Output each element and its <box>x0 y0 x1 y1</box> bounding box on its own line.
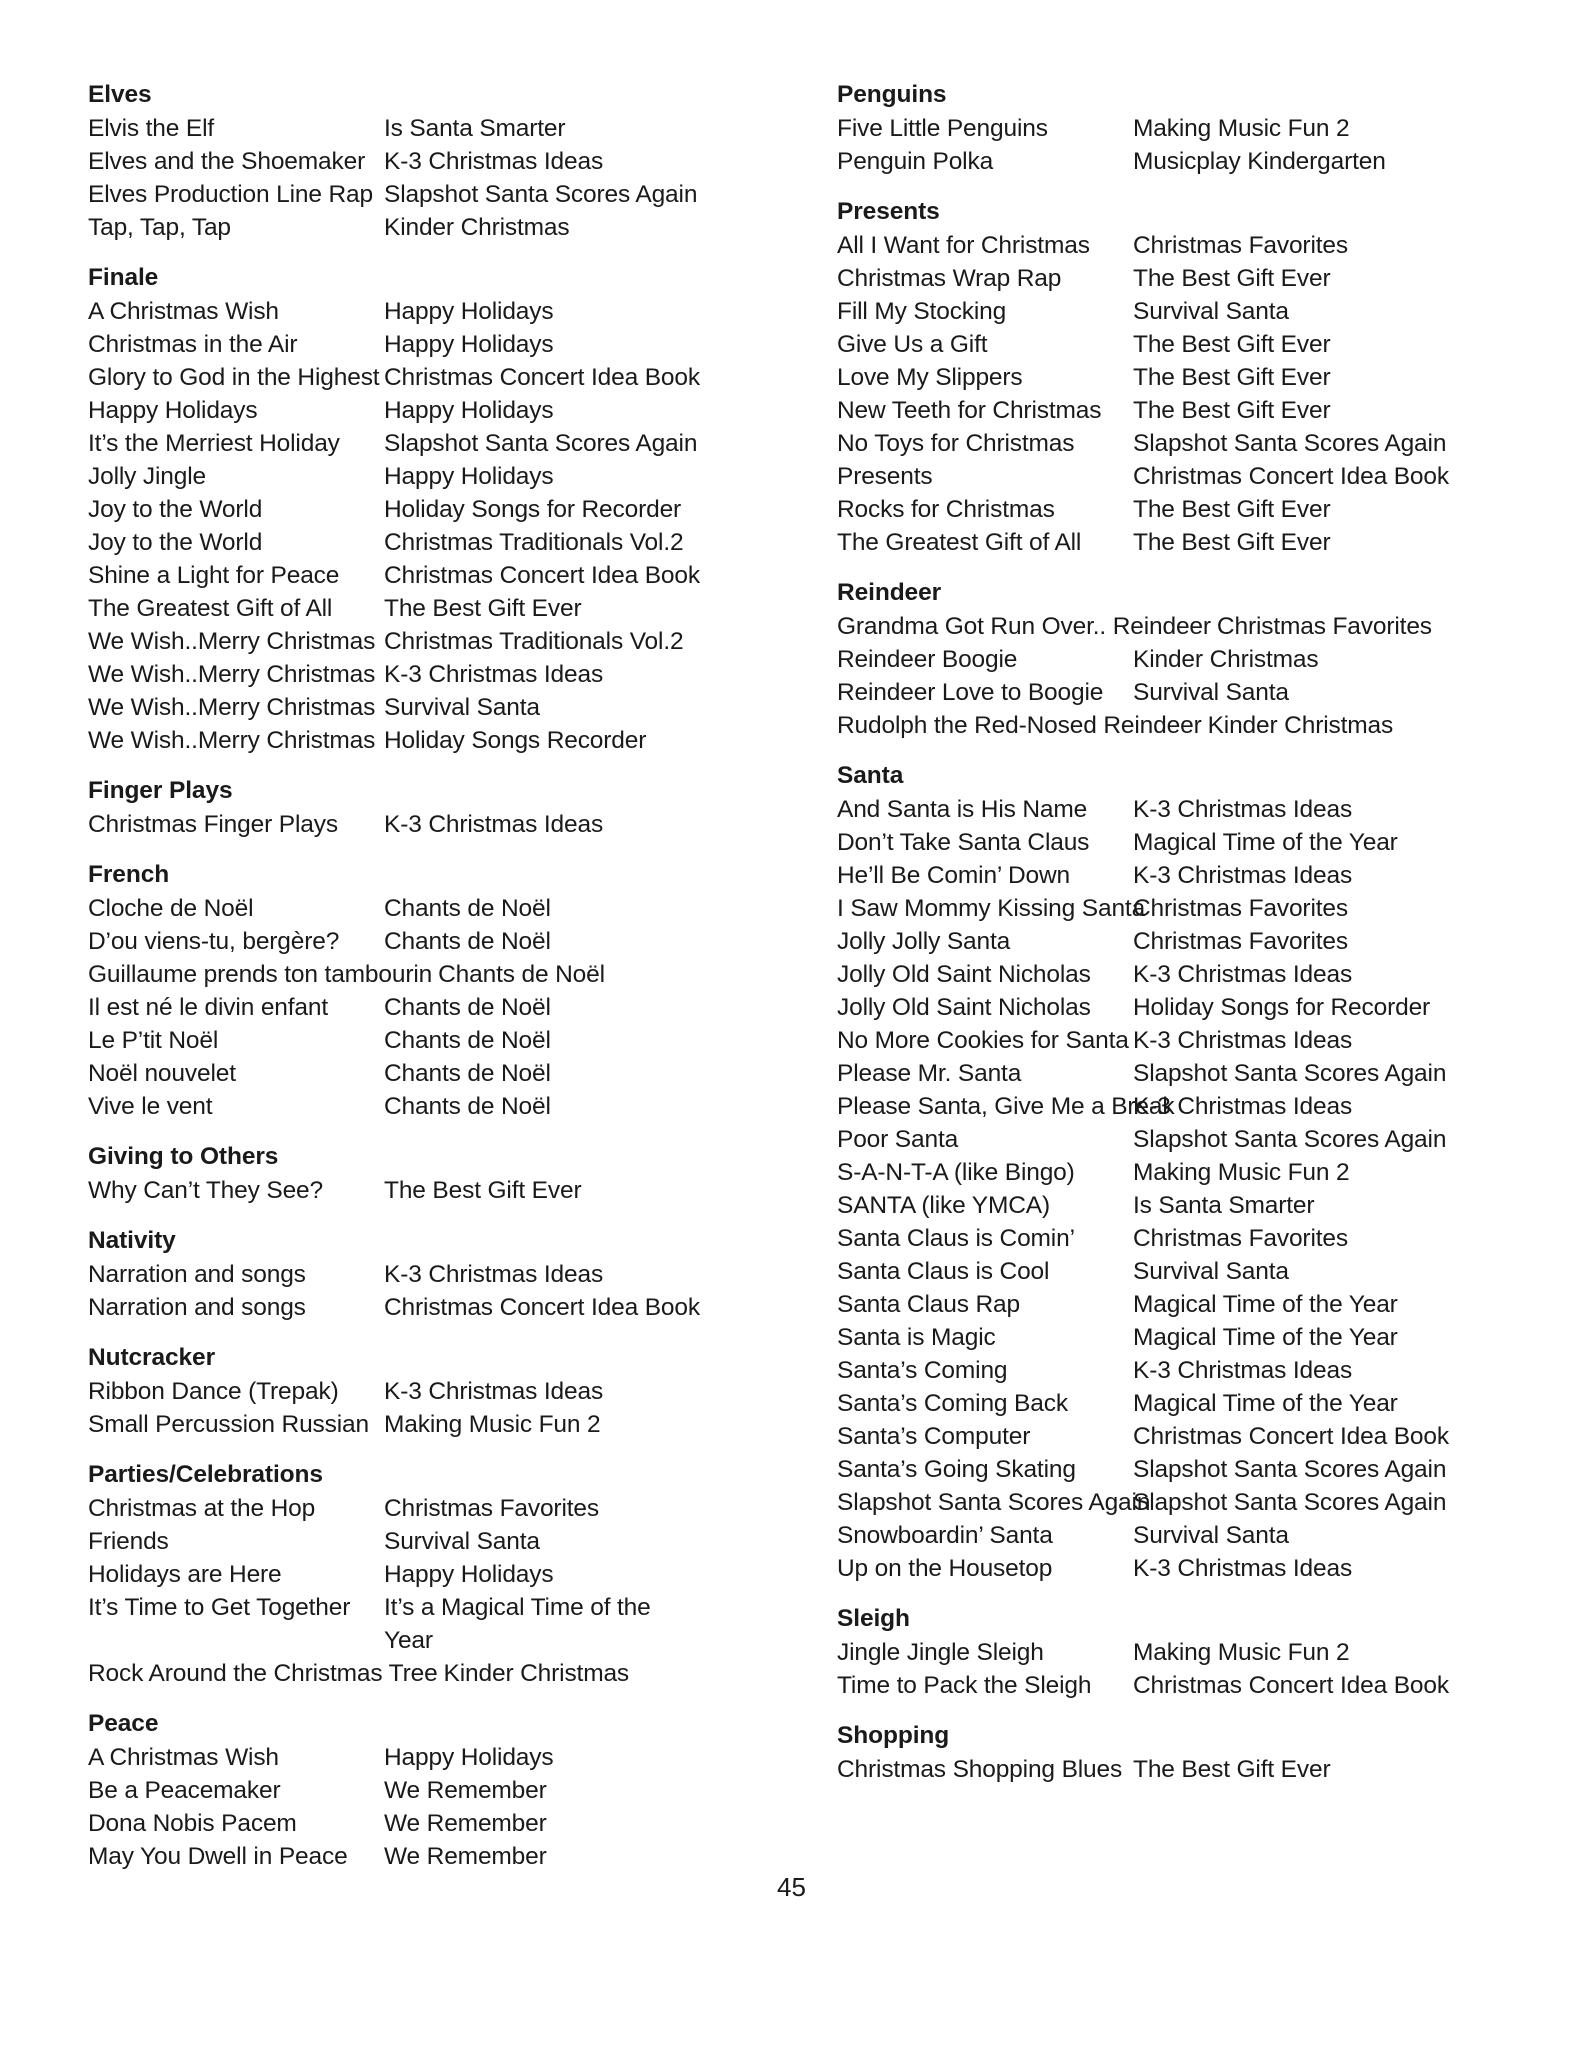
source-book-title: Christmas Favorites <box>1216 613 1432 640</box>
source-book-title: We Remember <box>384 1777 547 1804</box>
source-book-title: Christmas Favorites <box>1133 895 1348 922</box>
song-category-section <box>88 858 788 1123</box>
song-title: Dona Nobis Pacem <box>88 1810 297 1837</box>
source-book-title: Christmas Concert Idea Book <box>1133 463 1449 490</box>
song-entry-row <box>837 1288 1537 1321</box>
song-title: D’ou viens-tu, bergère? <box>88 928 340 955</box>
source-book-title: Happy Holidays <box>384 1561 554 1588</box>
source-book-title: Happy Holidays <box>384 1744 554 1771</box>
song-title: Santa Claus is Comin’ <box>837 1225 1075 1252</box>
song-title: Fill My Stocking <box>837 298 1007 325</box>
song-category-section <box>88 1140 788 1207</box>
song-entry-row <box>88 958 788 991</box>
source-book-title: K-3 Christmas Ideas <box>384 661 604 688</box>
song-title: S-A-N-T-A (like Bingo) <box>837 1159 1075 1186</box>
song-title: Jolly Jolly Santa <box>837 928 1011 955</box>
song-entry-row <box>88 1024 788 1057</box>
song-title: Elvis the Elf <box>88 115 215 142</box>
category-heading: Shopping <box>837 1722 950 1749</box>
category-heading: Elves <box>88 81 152 108</box>
song-category-section <box>837 195 1537 559</box>
song-title: Narration and songs <box>88 1261 306 1288</box>
song-title: Snowboardin’ Santa <box>837 1522 1053 1549</box>
song-title: Why Can’t They See? <box>88 1177 324 1204</box>
song-title: Elves Production Line Rap <box>88 181 373 208</box>
source-book-title: Christmas Favorites <box>1133 232 1348 259</box>
song-entry-row <box>88 1525 788 1558</box>
source-book-title: Slapshot Santa Scores Again <box>384 430 698 457</box>
source-book-title: Christmas Traditionals Vol.2 <box>384 628 684 655</box>
song-entry-row <box>88 592 788 625</box>
song-title: No More Cookies for Santa <box>837 1027 1129 1054</box>
source-book-title: Holiday Songs Recorder <box>384 727 647 754</box>
song-title: Santa’s Coming <box>837 1357 1008 1384</box>
song-title: We Wish..Merry Christmas <box>88 694 376 721</box>
category-heading: Sleigh <box>837 1605 910 1632</box>
song-entry-row <box>837 460 1537 493</box>
song-entry-row <box>837 1486 1537 1519</box>
song-category-section <box>837 1719 1537 1786</box>
song-title: Santa’s Coming Back <box>837 1390 1068 1417</box>
source-book-title: K-3 Christmas Ideas <box>1133 1357 1353 1384</box>
song-entry-row <box>88 460 788 493</box>
song-title: I Saw Mommy Kissing Santa <box>837 895 1146 922</box>
song-title: Christmas in the Air <box>88 331 298 358</box>
song-entry-row <box>88 1807 788 1840</box>
source-book-title: Survival Santa <box>1133 1258 1289 1285</box>
category-heading: French <box>88 861 170 888</box>
song-entry-row <box>88 658 788 691</box>
song-title: Love My Slippers <box>837 364 1023 391</box>
song-title: Jolly Old Saint Nicholas <box>837 961 1091 988</box>
song-title: We Wish..Merry Christmas <box>88 628 376 655</box>
song-entry-row <box>88 178 788 211</box>
source-book-title: Slapshot Santa Scores Again <box>1133 1126 1447 1153</box>
song-entry-row <box>837 1387 1537 1420</box>
source-book-title: The Best Gift Ever <box>1133 331 1331 358</box>
song-title: Guillaume prends ton tambourin <box>88 961 433 988</box>
song-entry-row <box>88 1492 788 1525</box>
source-book-title: Magical Time of the Year <box>1133 1291 1398 1318</box>
song-entry-row <box>837 643 1537 676</box>
category-heading: Finale <box>88 264 159 291</box>
song-title: Please Santa, Give Me a Break <box>837 1093 1175 1120</box>
source-book-title: Survival Santa <box>1133 1522 1289 1549</box>
source-book-title: Survival Santa <box>384 694 540 721</box>
song-entry-row <box>837 361 1537 394</box>
song-title: Christmas at the Hop <box>88 1495 316 1522</box>
source-book-title: Chants de Noël <box>384 895 551 922</box>
song-title: And Santa is His Name <box>837 796 1088 823</box>
category-heading: Parties/Celebrations <box>88 1461 323 1488</box>
song-entry-row <box>837 1519 1537 1552</box>
song-entry-row <box>88 925 788 958</box>
source-book-title: Chants de Noël <box>384 1060 551 1087</box>
right-column <box>837 78 1537 1786</box>
song-title: The Greatest Gift of All <box>837 529 1082 556</box>
song-title: Please Mr. Santa <box>837 1060 1022 1087</box>
song-entry-row <box>88 724 788 757</box>
source-book-title: Christmas Traditionals Vol.2 <box>384 529 684 556</box>
category-heading: Nutcracker <box>88 1344 216 1371</box>
source-book-title: Making Music Fun 2 <box>384 1411 601 1438</box>
song-title: It’s the Merriest Holiday <box>88 430 340 457</box>
source-book-title: K-3 Christmas Ideas <box>1133 1093 1353 1120</box>
source-book-title: K-3 Christmas Ideas <box>1133 1027 1353 1054</box>
source-book-title: Happy Holidays <box>384 397 554 424</box>
two-column-layout <box>88 78 1537 1873</box>
song-entry-row <box>88 991 788 1024</box>
source-book-title: Musicplay Kindergarten <box>1133 148 1386 175</box>
song-entry-row <box>88 427 788 460</box>
source-book-title: The Best Gift Ever <box>384 1177 582 1204</box>
source-book-title: Chants de Noël <box>384 1027 551 1054</box>
source-book-title: Happy Holidays <box>384 298 554 325</box>
song-title: Jolly Old Saint Nicholas <box>837 994 1091 1021</box>
source-book-title: Slapshot Santa Scores Again <box>1133 430 1447 457</box>
source-book-title: Christmas Concert Idea Book <box>1133 1423 1449 1450</box>
song-title: Ribbon Dance (Trepak) <box>88 1378 339 1405</box>
song-entry-row <box>837 229 1537 262</box>
song-title: Rocks for Christmas <box>837 496 1055 523</box>
song-title: Holidays are Here <box>88 1561 282 1588</box>
source-book-title: K-3 Christmas Ideas <box>384 148 604 175</box>
song-entry-row <box>88 112 788 145</box>
source-book-title: Chants de Noël <box>438 961 605 988</box>
category-heading: Penguins <box>837 81 947 108</box>
page-number: 45 <box>777 1872 806 1902</box>
song-entry-row <box>837 526 1537 559</box>
song-entry-row <box>88 559 788 592</box>
song-entry-row <box>837 793 1537 826</box>
song-entry-row <box>88 1741 788 1774</box>
source-book-title: Happy Holidays <box>384 463 554 490</box>
song-title: Rock Around the Christmas Tree <box>88 1660 438 1687</box>
song-title: Reindeer Love to Boogie <box>837 679 1104 706</box>
source-book-title: K-3 Christmas Ideas <box>1133 796 1353 823</box>
song-entry-row <box>837 1354 1537 1387</box>
song-title: All I Want for Christmas <box>837 232 1090 259</box>
source-book-title: Making Music Fun 2 <box>1133 115 1350 142</box>
song-title: Reindeer Boogie <box>837 646 1018 673</box>
song-entry-row <box>837 1057 1537 1090</box>
source-book-title: K-3 Christmas Ideas <box>384 811 604 838</box>
song-entry-row <box>88 1591 788 1657</box>
song-entry-row <box>88 1840 788 1873</box>
song-entry-row <box>837 1669 1537 1702</box>
song-entry-row <box>88 1057 788 1090</box>
source-book-title: Christmas Favorites <box>1133 928 1348 955</box>
song-title: Poor Santa <box>837 1126 959 1153</box>
song-title: Small Percussion Russian <box>88 1411 369 1438</box>
song-entry-row <box>88 394 788 427</box>
source-book-title: Survival Santa <box>1133 298 1289 325</box>
source-book-title: Slapshot Santa Scores Again <box>1133 1489 1447 1516</box>
song-entry-row <box>837 1255 1537 1288</box>
left-column <box>88 78 788 1873</box>
source-book-title: Chants de Noël <box>384 1093 551 1120</box>
song-entry-row <box>837 925 1537 958</box>
song-entry-row <box>88 1375 788 1408</box>
song-title: Grandma Got Run Over.. Reindeer <box>837 613 1211 640</box>
song-title: Joy to the World <box>88 496 263 523</box>
song-title: Elves and the Shoemaker <box>88 148 366 175</box>
source-book-title: Survival Santa <box>384 1528 540 1555</box>
source-book-title: Christmas Concert Idea Book <box>1133 1672 1449 1699</box>
song-title: Christmas Wrap Rap <box>837 265 1062 292</box>
song-title: Shine a Light for Peace <box>88 562 340 589</box>
source-book-title: Kinder Christmas <box>1133 646 1319 673</box>
source-book-title: Slapshot Santa Scores Again <box>1133 1060 1447 1087</box>
song-title: Rudolph the Red-Nosed Reindeer <box>837 712 1202 739</box>
source-book-title: The Best Gift Ever <box>1133 1756 1331 1783</box>
song-entry-row <box>88 328 788 361</box>
source-book-title: We Remember <box>384 1843 547 1870</box>
source-book-title: The Best Gift Ever <box>384 595 582 622</box>
category-heading: Nativity <box>88 1227 176 1254</box>
song-title: Glory to God in the Highest <box>88 364 380 391</box>
song-entry-row <box>837 1420 1537 1453</box>
song-category-section <box>88 1707 788 1873</box>
song-entry-row <box>837 295 1537 328</box>
song-title: Tap, Tap, Tap <box>88 214 231 241</box>
source-book-title: Chants de Noël <box>384 994 551 1021</box>
song-entry-row <box>837 427 1537 460</box>
song-entry-row <box>88 1558 788 1591</box>
song-entry-row <box>837 826 1537 859</box>
song-title: Time to Pack the Sleigh <box>837 1672 1092 1699</box>
song-entry-row <box>88 211 788 244</box>
song-entry-row <box>837 1321 1537 1354</box>
source-book-title: Survival Santa <box>1133 679 1289 706</box>
song-entry-row <box>88 1174 788 1207</box>
source-book-title: K-3 Christmas Ideas <box>384 1378 604 1405</box>
song-entry-row <box>837 892 1537 925</box>
source-book-title: Christmas Favorites <box>384 1495 599 1522</box>
song-title: Christmas Finger Plays <box>88 811 338 838</box>
source-book-title: Magical Time of the Year <box>1133 1390 1398 1417</box>
song-title: Joy to the World <box>88 529 263 556</box>
song-title: Jolly Jingle <box>88 463 207 490</box>
song-entry-row <box>88 526 788 559</box>
song-entry-row <box>88 1258 788 1291</box>
song-title: Give Us a Gift <box>837 331 988 358</box>
song-title: Le P’tit Noël <box>88 1027 219 1054</box>
song-entry-row <box>837 1753 1537 1786</box>
song-entry-row <box>837 859 1537 892</box>
song-entry-row <box>837 676 1537 709</box>
song-title: Penguin Polka <box>837 148 994 175</box>
song-entry-row <box>837 262 1537 295</box>
song-title: We Wish..Merry Christmas <box>88 727 376 754</box>
source-book-title: We Remember <box>384 1810 547 1837</box>
song-entry-row <box>837 394 1537 427</box>
song-entry-row <box>837 1552 1537 1585</box>
source-book-title: Christmas Concert Idea Book <box>384 1294 700 1321</box>
song-entry-row <box>837 145 1537 178</box>
source-book-title: Slapshot Santa Scores Again <box>384 181 698 208</box>
source-book-title: Holiday Songs for Recorder <box>1133 994 1431 1021</box>
source-book-title: The Best Gift Ever <box>1133 397 1331 424</box>
source-book-title: Christmas Concert Idea Book <box>384 562 700 589</box>
song-entry-row <box>837 1222 1537 1255</box>
song-entry-row <box>837 493 1537 526</box>
category-heading: Giving to Others <box>88 1143 279 1170</box>
song-title: Jingle Jingle Sleigh <box>837 1639 1044 1666</box>
category-heading: Presents <box>837 198 940 225</box>
source-book-title: Kinder Christmas <box>384 214 570 241</box>
song-title: Presents <box>837 463 933 490</box>
song-title: Santa’s Computer <box>837 1423 1031 1450</box>
song-title: The Greatest Gift of All <box>88 595 333 622</box>
song-title: Santa is Magic <box>837 1324 996 1351</box>
song-title: New Teeth for Christmas <box>837 397 1102 424</box>
song-title: Happy Holidays <box>88 397 258 424</box>
source-book-title: The Best Gift Ever <box>1133 529 1331 556</box>
song-title: He’ll Be Comin’ Down <box>837 862 1071 889</box>
song-entry-row <box>837 958 1537 991</box>
source-book-title: Magical Time of the Year <box>1133 1324 1398 1351</box>
source-book-title: Slapshot Santa Scores Again <box>1133 1456 1447 1483</box>
source-book-title: Making Music Fun 2 <box>1133 1159 1350 1186</box>
source-book-title: It’s a Magical Time of the Year <box>384 1594 651 1654</box>
song-title: No Toys for Christmas <box>837 430 1075 457</box>
song-category-section <box>88 774 788 841</box>
song-entry-row <box>88 691 788 724</box>
song-title: Don’t Take Santa Claus <box>837 829 1090 856</box>
song-entry-row <box>88 295 788 328</box>
song-entry-row <box>837 328 1537 361</box>
source-book-title: Chants de Noël <box>384 928 551 955</box>
song-title: Slapshot Santa Scores Again <box>837 1489 1151 1516</box>
source-book-title: K-3 Christmas Ideas <box>1133 961 1353 988</box>
song-title: Cloche de Noël <box>88 895 254 922</box>
source-book-title: Kinder Christmas <box>443 1660 630 1687</box>
song-title: SANTA (like YMCA) <box>837 1192 1050 1219</box>
song-title: A Christmas Wish <box>88 1744 279 1771</box>
song-title: It’s Time to Get Together <box>88 1594 351 1621</box>
source-book-title: Holiday Songs for Recorder <box>384 496 682 523</box>
song-category-section <box>88 78 788 244</box>
source-book-title: The Best Gift Ever <box>1133 496 1331 523</box>
song-title: Be a Peacemaker <box>88 1777 281 1804</box>
song-entry-row <box>837 1156 1537 1189</box>
song-title: Santa’s Going Skating <box>837 1456 1076 1483</box>
song-title: Christmas Shopping Blues <box>837 1756 1123 1783</box>
song-entry-row <box>837 1636 1537 1669</box>
song-title: Il est né le divin enfant <box>88 994 329 1021</box>
song-entry-row <box>837 1123 1537 1156</box>
song-category-section <box>837 576 1537 742</box>
source-book-title: Christmas Favorites <box>1133 1225 1348 1252</box>
song-entry-row <box>88 1090 788 1123</box>
song-entry-row <box>88 145 788 178</box>
song-entry-row <box>88 808 788 841</box>
song-title: Friends <box>88 1528 169 1555</box>
song-category-section <box>88 261 788 757</box>
source-book-title: K-3 Christmas Ideas <box>1133 1555 1353 1582</box>
song-title: May You Dwell in Peace <box>88 1843 348 1870</box>
song-entry-row <box>837 1453 1537 1486</box>
song-category-section <box>837 759 1537 1585</box>
song-title: Santa Claus is Cool <box>837 1258 1050 1285</box>
source-book-title: Making Music Fun 2 <box>1133 1639 1350 1666</box>
song-title: Narration and songs <box>88 1294 306 1321</box>
song-entry-row <box>88 892 788 925</box>
song-entry-row <box>837 112 1537 145</box>
song-entry-row <box>88 361 788 394</box>
song-category-section <box>88 1224 788 1324</box>
song-entry-row <box>88 625 788 658</box>
category-heading: Santa <box>837 762 904 789</box>
source-book-title: Is Santa Smarter <box>1133 1192 1315 1219</box>
source-book-title: Is Santa Smarter <box>384 115 566 142</box>
category-heading: Reindeer <box>837 579 942 606</box>
song-entry-row <box>837 610 1537 643</box>
source-book-title: The Best Gift Ever <box>1133 364 1331 391</box>
song-entry-row <box>88 1657 788 1690</box>
source-book-title: Happy Holidays <box>384 331 554 358</box>
song-entry-row <box>837 991 1537 1024</box>
song-entry-row <box>837 709 1537 742</box>
song-entry-row <box>837 1090 1537 1123</box>
song-title: Noël nouvelet <box>88 1060 236 1087</box>
song-title: Up on the Housetop <box>837 1555 1053 1582</box>
song-title: Santa Claus Rap <box>837 1291 1020 1318</box>
song-entry-row <box>837 1024 1537 1057</box>
song-entry-row <box>88 1408 788 1441</box>
song-title: A Christmas Wish <box>88 298 279 325</box>
song-title: Vive le vent <box>88 1093 213 1120</box>
song-entry-row <box>88 493 788 526</box>
song-title: Five Little Penguins <box>837 115 1048 142</box>
category-heading: Finger Plays <box>88 777 233 804</box>
source-book-title: Kinder Christmas <box>1207 712 1394 739</box>
song-category-section <box>88 1458 788 1690</box>
source-book-title: Christmas Concert Idea Book <box>384 364 700 391</box>
source-book-title: Magical Time of the Year <box>1133 829 1398 856</box>
song-entry-row <box>88 1774 788 1807</box>
song-entry-row <box>837 1189 1537 1222</box>
song-title: We Wish..Merry Christmas <box>88 661 376 688</box>
song-category-section <box>837 78 1537 178</box>
category-heading: Peace <box>88 1710 159 1737</box>
source-book-title: K-3 Christmas Ideas <box>384 1261 604 1288</box>
song-category-section <box>88 1341 788 1441</box>
song-category-section <box>837 1602 1537 1702</box>
source-book-title: The Best Gift Ever <box>1133 265 1331 292</box>
source-book-title: K-3 Christmas Ideas <box>1133 862 1353 889</box>
song-entry-row <box>88 1291 788 1324</box>
